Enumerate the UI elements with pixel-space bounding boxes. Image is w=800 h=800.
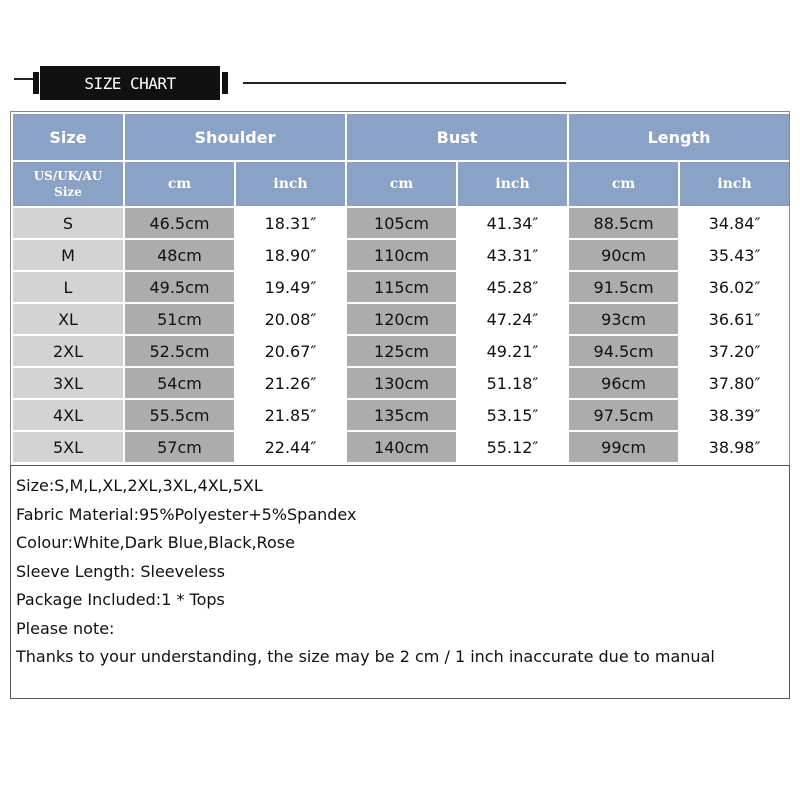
- table-row: [12, 303, 790, 335]
- shoulder-cm-cell: 51cm: [124, 303, 235, 335]
- bust-inch-cell: 51.18″: [457, 367, 568, 399]
- shoulder-cm-cell: 57cm: [124, 431, 235, 463]
- length-inch-cell: 37.80″: [679, 367, 790, 399]
- shoulder-inch-cell: 21.85″: [235, 399, 346, 431]
- bust-cm-cell: 115cm: [346, 271, 457, 303]
- table-row: [12, 335, 790, 367]
- length-cm-cell: 97.5cm: [568, 399, 679, 431]
- subheader-bust-inch: inch: [457, 161, 568, 207]
- subheader-size: [12, 161, 124, 207]
- subheader-bust-cm: cm: [346, 161, 457, 207]
- info-sizes: Size:S,M,L,XL,2XL,3XL,4XL,5XL: [16, 476, 263, 495]
- info-fabric: Fabric Material:95%Polyester+5%Spandex: [16, 504, 357, 524]
- table-row: [12, 239, 790, 271]
- bust-cm-cell: 130cm: [346, 367, 457, 399]
- info-note-heading: Please note:: [16, 618, 115, 638]
- subheader-length-inch: inch: [679, 161, 790, 207]
- banner-tab-left: [33, 72, 39, 94]
- bust-inch-cell: 41.34″: [457, 207, 568, 239]
- length-inch-cell: 36.61″: [679, 303, 790, 335]
- product-info-box: [10, 465, 790, 699]
- length-inch-cell: 34.84″: [679, 207, 790, 239]
- table-row: [12, 367, 790, 399]
- title-rule-right: [243, 82, 566, 84]
- title-rule-left: [14, 78, 34, 80]
- header-shoulder: Shoulder: [124, 113, 346, 161]
- subheader-length-cm: cm: [568, 161, 679, 207]
- length-cm-cell: 88.5cm: [568, 207, 679, 239]
- banner-tab-right: [222, 72, 228, 94]
- shoulder-inch-cell: 18.90″: [235, 239, 346, 271]
- shoulder-cm-cell: 46.5cm: [124, 207, 235, 239]
- size-cell: L: [12, 271, 124, 303]
- subheader-shoulder-inch: inch: [235, 161, 346, 207]
- size-cell: S: [12, 207, 124, 239]
- bust-cm-cell: 125cm: [346, 335, 457, 367]
- bust-inch-cell: 53.15″: [457, 399, 568, 431]
- size-cell: 3XL: [12, 367, 124, 399]
- size-cell: 5XL: [12, 431, 124, 463]
- length-cm-cell: 93cm: [568, 303, 679, 335]
- bust-cm-cell: 110cm: [346, 239, 457, 271]
- size-cell: 4XL: [12, 399, 124, 431]
- shoulder-inch-cell: 22.44″: [235, 431, 346, 463]
- length-cm-cell: 96cm: [568, 367, 679, 399]
- subheader-size-label: Size: [54, 185, 82, 199]
- size-cell: M: [12, 239, 124, 271]
- size-cell: XL: [12, 303, 124, 335]
- bust-cm-cell: 140cm: [346, 431, 457, 463]
- bust-cm-cell: 135cm: [346, 399, 457, 431]
- length-inch-cell: 38.98″: [679, 431, 790, 463]
- bust-cm-cell: 105cm: [346, 207, 457, 239]
- shoulder-inch-cell: 20.08″: [235, 303, 346, 335]
- length-inch-cell: 38.39″: [679, 399, 790, 431]
- length-cm-cell: 90cm: [568, 239, 679, 271]
- size-chart-title: SIZE CHART: [40, 66, 220, 100]
- bust-cm-cell: 120cm: [346, 303, 457, 335]
- shoulder-inch-cell: 19.49″: [235, 271, 346, 303]
- length-cm-cell: 94.5cm: [568, 335, 679, 367]
- shoulder-inch-cell: 18.31″: [235, 207, 346, 239]
- length-cm-cell: 99cm: [568, 431, 679, 463]
- info-sleeve: Sleeve Length: Sleeveless: [16, 561, 225, 581]
- length-inch-cell: 36.02″: [679, 271, 790, 303]
- info-note-text: Thanks to your understanding, the size may be 2 cm / 1 inch inaccurate due to manual: [16, 647, 715, 666]
- shoulder-cm-cell: 54cm: [124, 367, 235, 399]
- bust-inch-cell: 43.31″: [457, 239, 568, 271]
- size-table: [11, 112, 791, 464]
- size-cell: 2XL: [12, 335, 124, 367]
- subheader-shoulder-cm: cm: [124, 161, 235, 207]
- length-inch-cell: 37.20″: [679, 335, 790, 367]
- bust-inch-cell: 55.12″: [457, 431, 568, 463]
- header-row: [12, 113, 790, 161]
- bust-inch-cell: 45.28″: [457, 271, 568, 303]
- shoulder-cm-cell: 55.5cm: [124, 399, 235, 431]
- bust-inch-cell: 47.24″: [457, 303, 568, 335]
- table-row: [12, 399, 790, 431]
- length-inch-cell: 35.43″: [679, 239, 790, 271]
- table-row: [12, 207, 790, 239]
- size-table-container: [11, 112, 789, 466]
- subheader-row: [12, 161, 790, 207]
- header-size: Size: [12, 113, 124, 161]
- header-bust: Bust: [346, 113, 568, 161]
- shoulder-inch-cell: 21.26″: [235, 367, 346, 399]
- shoulder-cm-cell: 52.5cm: [124, 335, 235, 367]
- header-length: Length: [568, 113, 790, 161]
- bust-inch-cell: 49.21″: [457, 335, 568, 367]
- info-package: Package Included:1 * Tops: [16, 590, 225, 609]
- info-colour: Colour:White,Dark Blue,Black,Rose: [16, 533, 295, 552]
- shoulder-cm-cell: 48cm: [124, 239, 235, 271]
- shoulder-cm-cell: 49.5cm: [124, 271, 235, 303]
- table-row: [12, 271, 790, 303]
- table-row: [12, 431, 790, 463]
- length-cm-cell: 91.5cm: [568, 271, 679, 303]
- shoulder-inch-cell: 20.67″: [235, 335, 346, 367]
- subheader-size-region: US/UK/AU: [33, 169, 103, 183]
